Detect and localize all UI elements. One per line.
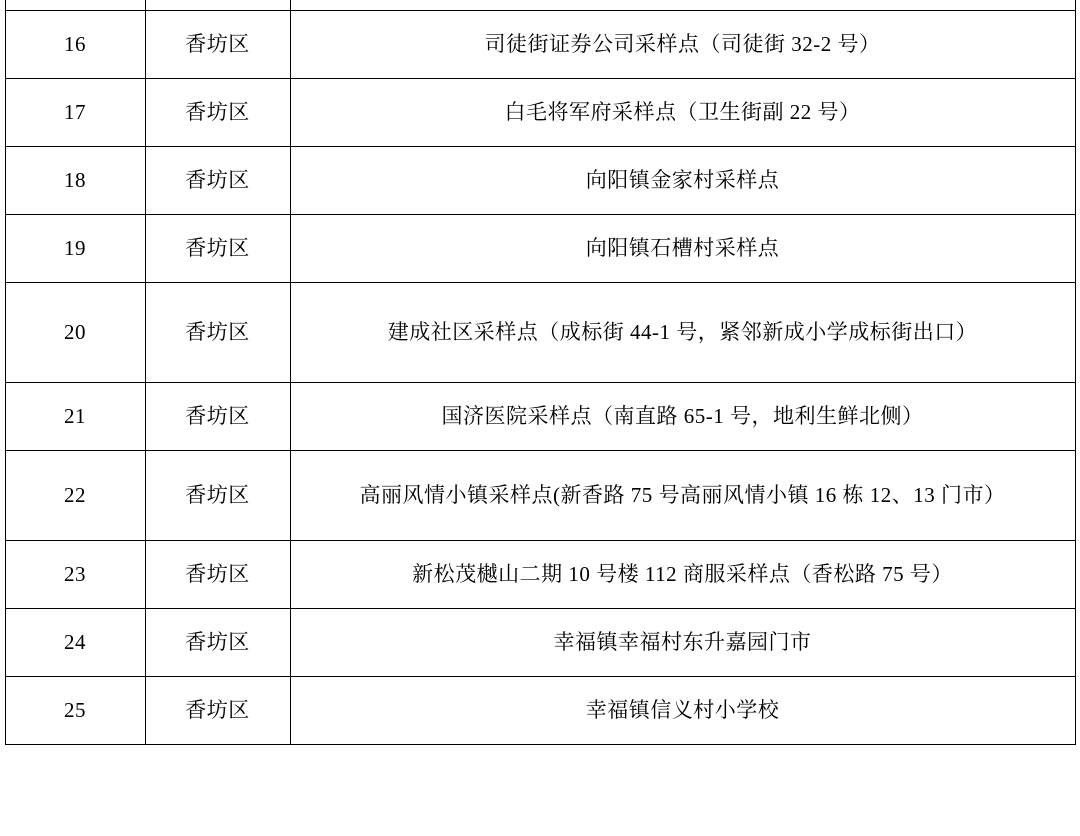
cell-district: 香坊区 (145, 282, 290, 382)
cell-district: 香坊区 (145, 10, 290, 78)
sampling-site-table (5, 0, 1076, 745)
cell-index: 23 (5, 540, 145, 608)
cell-index: 17 (5, 78, 145, 146)
cell-district-partial (145, 0, 290, 10)
table-row (5, 608, 1075, 676)
cell-site: 司徒街证券公司采样点（司徒街 32-2 号） (290, 10, 1075, 78)
table-row (5, 450, 1075, 540)
cell-index: 24 (5, 608, 145, 676)
cell-site: 国济医院采样点（南直路 65-1 号，地利生鲜北侧） (290, 382, 1075, 450)
cell-index-partial (5, 0, 145, 10)
table-row (5, 10, 1075, 78)
table-body (5, 0, 1075, 744)
cell-site: 向阳镇金家村采样点 (290, 146, 1075, 214)
table-row (5, 382, 1075, 450)
cell-index: 25 (5, 676, 145, 744)
table-row (5, 676, 1075, 744)
cell-index: 22 (5, 450, 145, 540)
table-row (5, 540, 1075, 608)
cell-index: 20 (5, 282, 145, 382)
cell-site: 高丽风情小镇采样点(新香路 75 号高丽风情小镇 16 栋 12、13 门市） (290, 450, 1075, 540)
cell-site-partial (290, 0, 1075, 10)
cell-district: 香坊区 (145, 608, 290, 676)
cell-site: 白毛将军府采样点（卫生街副 22 号） (290, 78, 1075, 146)
cell-index: 19 (5, 214, 145, 282)
cell-district: 香坊区 (145, 540, 290, 608)
cell-district: 香坊区 (145, 450, 290, 540)
cell-site: 建成社区采样点（成标街 44-1 号，紧邻新成小学成标街出口） (290, 282, 1075, 382)
table-row (5, 282, 1075, 382)
cell-index: 21 (5, 382, 145, 450)
table-row (5, 146, 1075, 214)
cell-site: 向阳镇石槽村采样点 (290, 214, 1075, 282)
table-row-partial (5, 0, 1075, 10)
cell-site: 新松茂樾山二期 10 号楼 112 商服采样点（香松路 75 号） (290, 540, 1075, 608)
table-row (5, 78, 1075, 146)
cell-index: 16 (5, 10, 145, 78)
cell-district: 香坊区 (145, 676, 290, 744)
table-row (5, 214, 1075, 282)
cell-district: 香坊区 (145, 146, 290, 214)
cell-district: 香坊区 (145, 214, 290, 282)
cell-district: 香坊区 (145, 78, 290, 146)
cell-site: 幸福镇幸福村东升嘉园门市 (290, 608, 1075, 676)
cell-district: 香坊区 (145, 382, 290, 450)
cell-index: 18 (5, 146, 145, 214)
cell-site: 幸福镇信义村小学校 (290, 676, 1075, 744)
